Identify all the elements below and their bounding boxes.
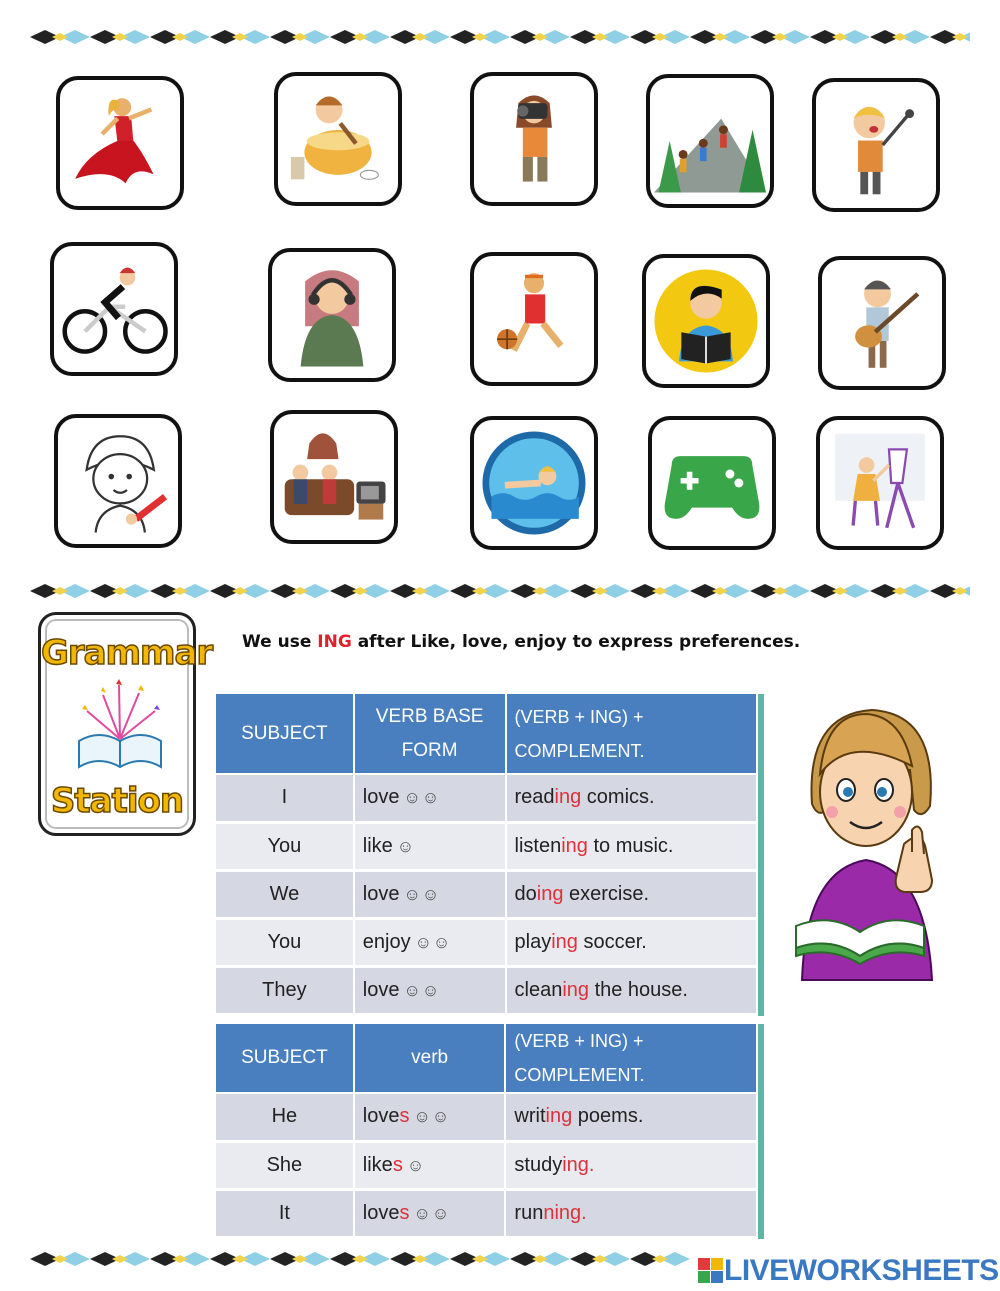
grammar-rule-note <box>242 632 942 652</box>
video-game-icon <box>656 427 768 539</box>
subject-cell: We <box>216 870 354 918</box>
verb-cell: love ☺☺ <box>354 966 506 1014</box>
listening-music-icon <box>276 259 388 371</box>
complement-cell: running. <box>505 1189 757 1237</box>
smiley-icon: ☺☺ <box>403 884 441 904</box>
activity-tile[interactable] <box>646 74 774 208</box>
activity-tile[interactable] <box>268 248 396 382</box>
activity-tile[interactable] <box>818 256 946 390</box>
table-row <box>216 822 757 870</box>
verb-cell: loves ☺☺ <box>354 1189 506 1237</box>
note-text-after: after Like, love, enjoy to express preferences. <box>351 632 801 652</box>
smiley-icon: ☺☺ <box>403 788 441 808</box>
taking-photos-icon <box>478 83 590 195</box>
subject-cell: I <box>216 774 354 822</box>
watching-tv-icon <box>278 421 390 533</box>
table-row <box>216 774 757 822</box>
top-divider <box>30 30 970 44</box>
table-row <box>216 1189 757 1237</box>
subject-cell: She <box>216 1141 354 1189</box>
grammar-station-badge <box>38 612 213 836</box>
cycling-icon <box>58 253 170 365</box>
table-row <box>216 966 757 1014</box>
activity-tile[interactable] <box>470 252 598 386</box>
liveworksheets-mark-icon <box>698 1258 724 1284</box>
subject-cell: It <box>216 1189 354 1237</box>
col-verb-header: verb <box>354 1024 506 1093</box>
table-row <box>216 918 757 966</box>
reading-icon <box>650 265 762 377</box>
complement-cell: reading comics. <box>506 774 758 822</box>
activity-tile[interactable] <box>270 410 398 544</box>
activity-tile[interactable] <box>56 76 184 210</box>
table-row <box>216 1093 757 1141</box>
guitar-icon <box>826 267 938 379</box>
activity-tile[interactable] <box>54 414 182 548</box>
col-subject-header: SUBJECT <box>216 694 354 774</box>
note-highlight-ing: ING <box>317 632 352 652</box>
smiley-icon: ☺☺ <box>413 1203 451 1223</box>
middle-divider <box>30 584 970 598</box>
verb-cell: love ☺☺ <box>354 774 506 822</box>
open-book-icon <box>73 677 167 777</box>
dancing-icon <box>64 87 176 199</box>
complement-cell: writing poems. <box>505 1093 757 1141</box>
complement-cell: doing exercise. <box>506 870 758 918</box>
activity-tile[interactable] <box>648 416 776 550</box>
verb-cell: like ☺ <box>354 822 506 870</box>
subject-cell: They <box>216 966 354 1014</box>
col-complement-header: (VERB + ING) + COMPLEMENT. <box>505 1024 757 1093</box>
col-subject-header: SUBJECT <box>216 1024 354 1093</box>
cooking-icon <box>282 83 394 195</box>
subject-cell: You <box>216 918 354 966</box>
grammar-table-third-person <box>216 1024 764 1239</box>
activity-tile[interactable] <box>50 242 178 376</box>
verb-cell: loves ☺☺ <box>354 1093 506 1141</box>
grammar-table-plural <box>216 694 764 1016</box>
badge-title-line2: Station <box>50 781 184 821</box>
liveworksheets-logo[interactable] <box>698 1254 999 1288</box>
singing-icon <box>820 89 932 201</box>
table-row <box>216 870 757 918</box>
hiking-icon <box>654 85 766 197</box>
painting-icon <box>824 427 936 539</box>
badge-title-line1: Grammar <box>41 633 213 673</box>
table-row <box>216 1141 757 1189</box>
teacher-thumbs-up-illustration <box>792 704 942 984</box>
complement-cell: cleaning the house. <box>506 966 758 1014</box>
bottom-divider <box>30 1252 690 1266</box>
complement-cell: listening to music. <box>506 822 758 870</box>
activity-tile[interactable] <box>816 416 944 550</box>
col-verb-header: VERB BASE FORM <box>354 694 506 774</box>
activity-tile[interactable] <box>812 78 940 212</box>
subject-cell: He <box>216 1093 354 1141</box>
smiley-icon: ☺☺ <box>414 932 452 952</box>
smiley-icon: ☺☺ <box>403 980 441 1000</box>
col-complement-header: (VERB + ING) + COMPLEMENT. <box>506 694 758 774</box>
subject-cell: You <box>216 822 354 870</box>
smiley-icon: ☺ <box>396 836 416 856</box>
drawing-icon <box>62 425 174 537</box>
swimming-icon <box>478 427 590 539</box>
activity-tile[interactable] <box>274 72 402 206</box>
smiley-icon: ☺☺ <box>413 1107 451 1127</box>
brand-name: LIVEWORKSHEETS <box>724 1254 999 1287</box>
verb-cell: likes ☺ <box>354 1141 506 1189</box>
activity-tile[interactable] <box>470 72 598 206</box>
smiley-icon: ☺ <box>406 1155 426 1175</box>
basketball-icon <box>478 263 590 375</box>
note-text-before: We use <box>242 632 318 652</box>
complement-cell: studying. <box>505 1141 757 1189</box>
activity-tile[interactable] <box>642 254 770 388</box>
complement-cell: playing soccer. <box>506 918 758 966</box>
verb-cell: enjoy ☺☺ <box>354 918 506 966</box>
activity-tile[interactable] <box>470 416 598 550</box>
verb-cell: love ☺☺ <box>354 870 506 918</box>
